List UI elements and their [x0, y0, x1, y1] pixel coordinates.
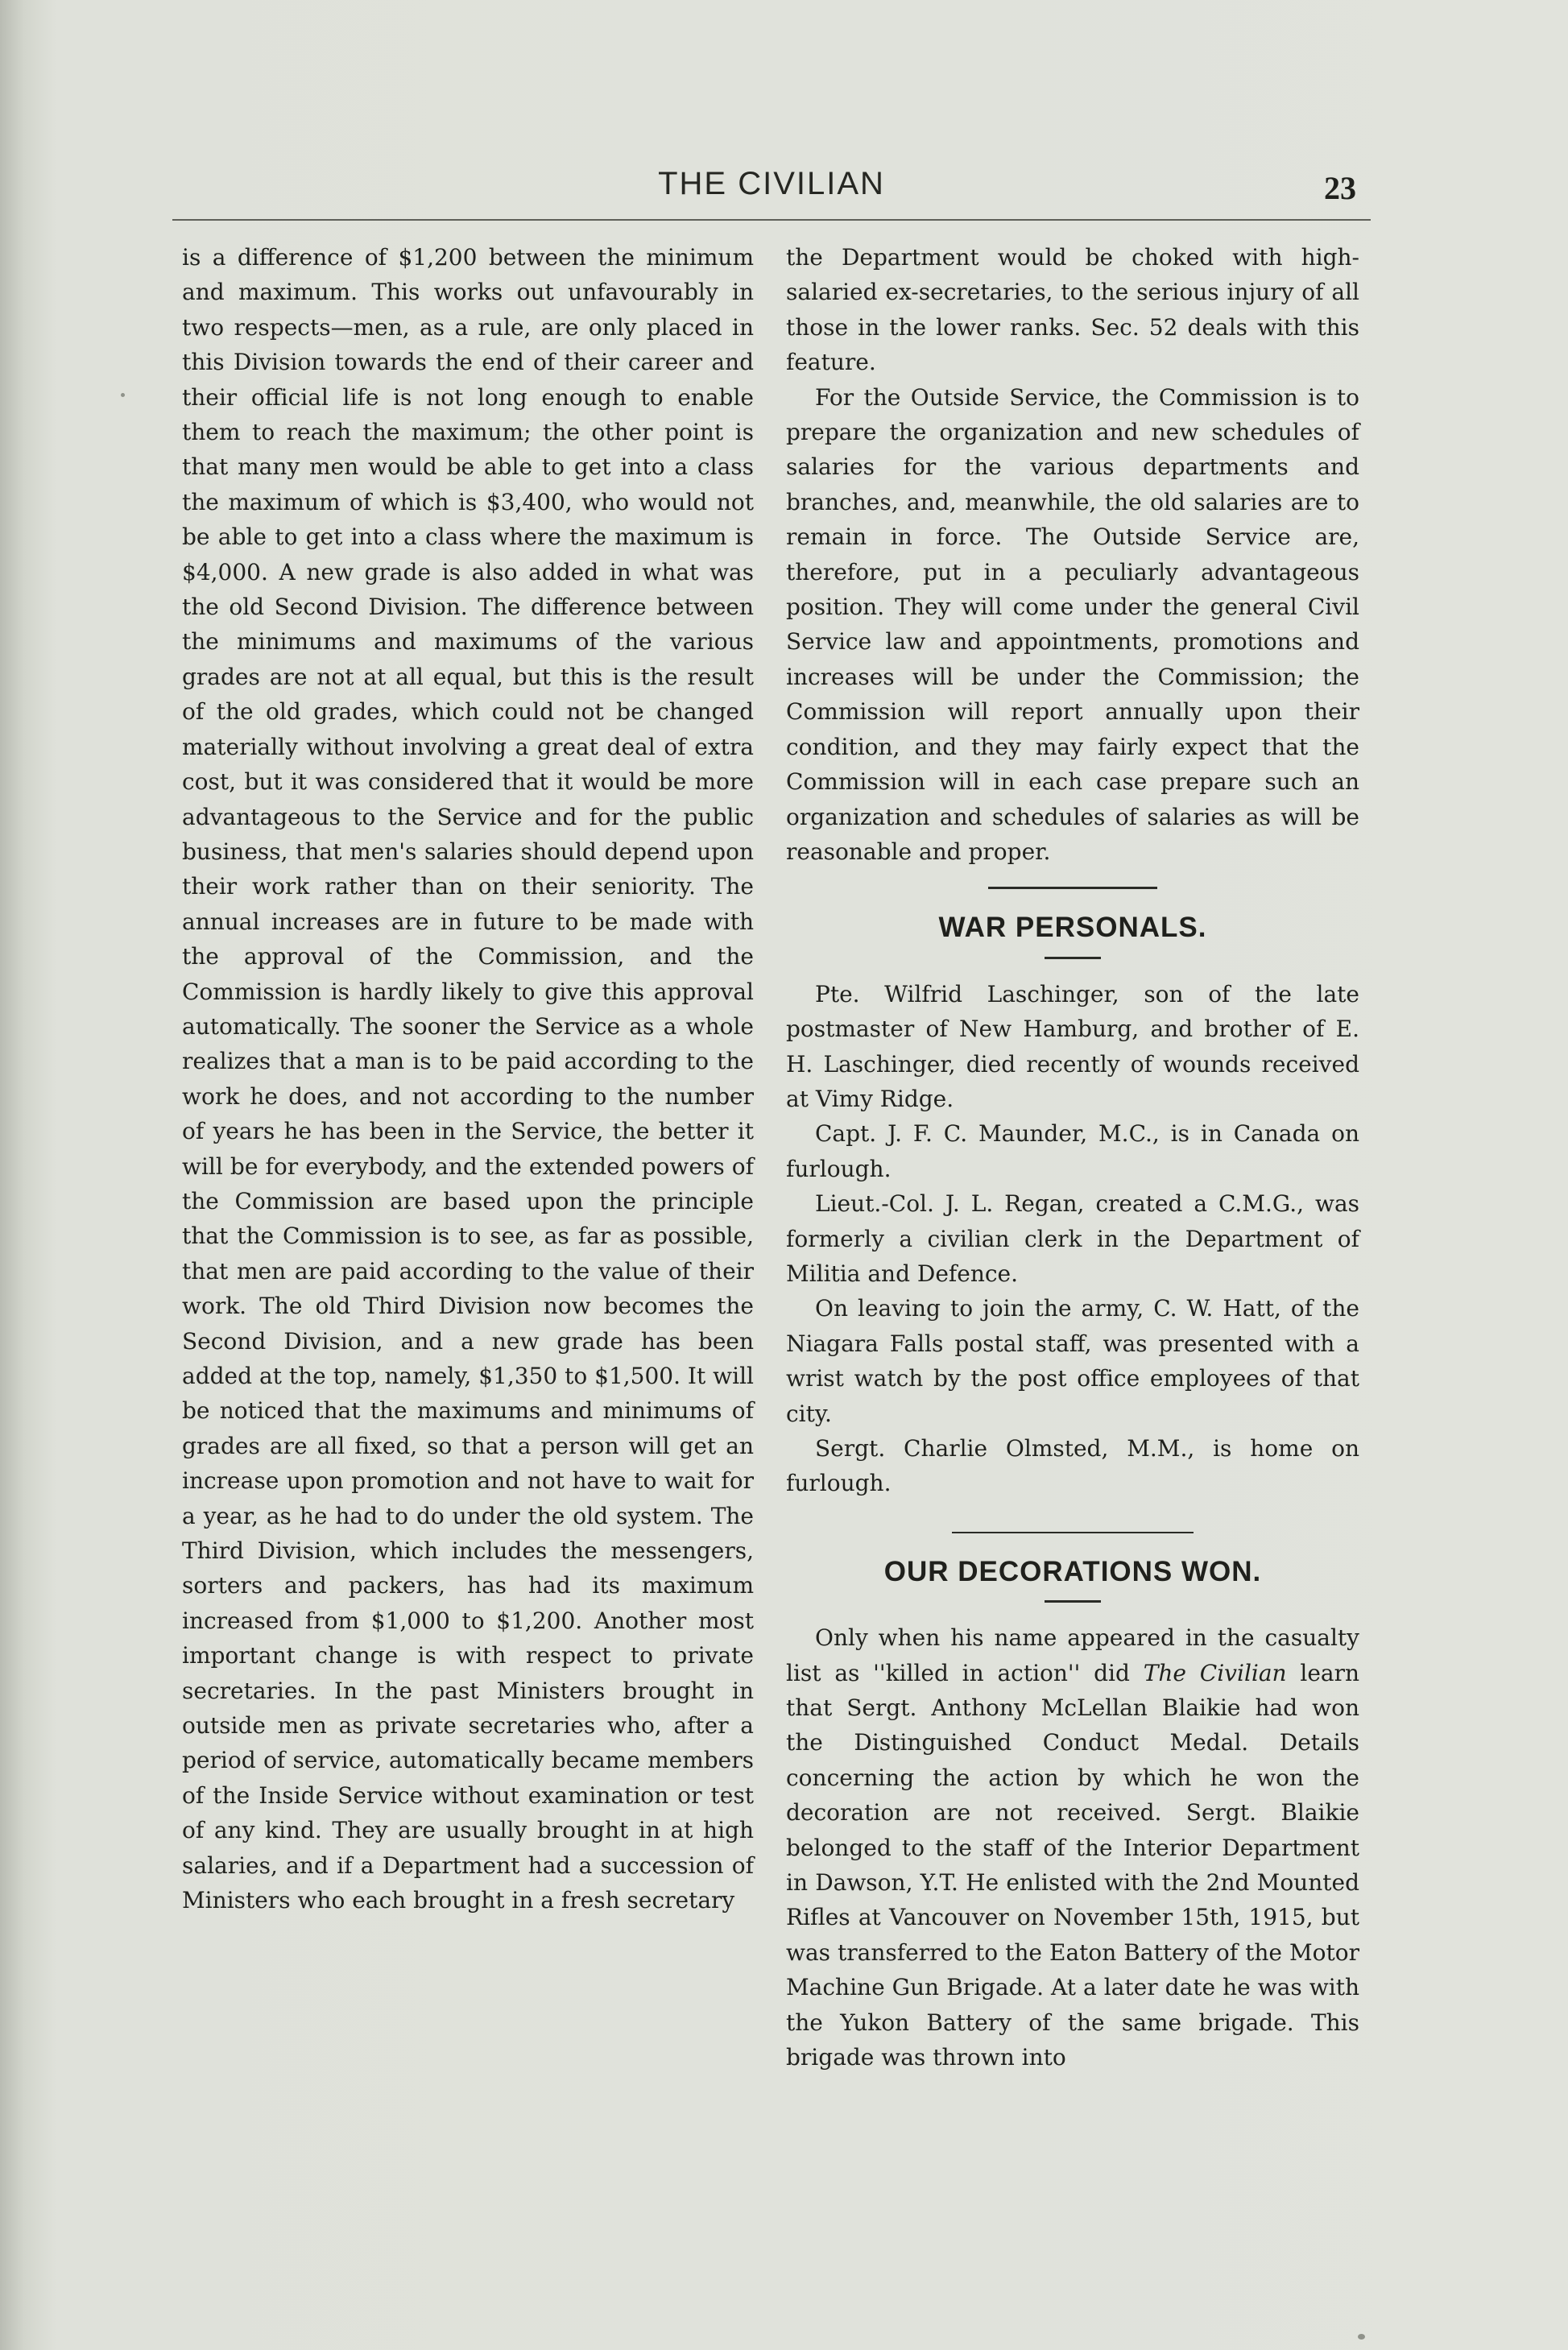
page-number: 23	[1324, 170, 1356, 206]
personal-item: Capt. J. F. C. Maunder, M.C., is in Canada on furlough.	[786, 1120, 1359, 1182]
personal-item: On leaving to join the army, C. W. Hatt, of the Niagara Falls postal staff, was presented with a wrist watch by the post office employees of that city.	[786, 1295, 1359, 1427]
paper-speck	[121, 393, 125, 397]
heading-underline	[1045, 957, 1101, 959]
decorations-text-end: learn that Sergt. Anthony McLellan Blaikie had won the Distinguished Conduct Medal. Details concerning the action by which he won the decoration are not received. Sergt. Blaikie belonged to the staff of the Interior Department in Dawson, Y.T. He enlisted with the 2nd Mounted Rifles at Vancouver on November 15th, 1915, but was transferred to the Eaton Battery of the Motor Machine Gun Brigade. At a later date he was with the Yukon Battery of the same brigade. This brigade was thrown into	[786, 1659, 1360, 2071]
decorations-text-start: Only when his name appeared in the casualty list as ''killed in action'' did	[786, 1624, 1359, 1686]
continuation-paragraph: the Department would be choked with high-salaried ex-secretaries, to the serious injury of all those in the lower ranks. Sec. 52 deals with this feature.	[786, 244, 1359, 376]
left-column	[182, 240, 754, 1918]
decorations-paragraph	[786, 1620, 1359, 2075]
page-header	[172, 166, 1371, 214]
outside-service-paragraph: For the Outside Service, the Commission is to prepare the organization and new schedules of salaries for the various departments and branches, and, meanwhile, the old salaries are to remain in force. The Outside Service are, therefore, put in a peculiarly advantageous position. They will come under the general Civil Service law and appointments, promotions and increases will be under the Commission; the Commission will report annually upon their condition, and they may fairly expect that the Commission will in each case prepare such an organization and schedules of salaries as will be reasonable and proper.	[786, 383, 1359, 865]
decorations-heading: OUR DECORATIONS WON.	[883, 1555, 1262, 1587]
paper-speck	[1358, 2334, 1365, 2340]
salary-grades-paragraph: is a difference of $1,200 between the minimum and maximum. This works out unfavourably in two respects—men, as a rule, are only placed in this Division towards the end of their career and their official life is not long enough to enable them to reach the maximum; the other point is that many men would be able to get into a class the maximum of which is $3,400, who would not be able to get into a class where the maximum is $4,000. A new grade is also added in what was the old Second Division. The difference between the minimums and maximums of the various grades are not at all equal, but this is the result of the old grades, which could not be changed materially without involving a great deal of extra cost, but it was considered that it would be more advantageous to the Service and for the public business, that men's salaries should depend upon their work rather than on their seniority. The annual increases are in future to be made with the approval of the Commission, and the Commission is hardly likely to give this approval automatically. The sooner the Service as a whole realizes that a man is to be paid according to the work he does, and not according to the number of years he has been in the Service, the better it will be for everybody, and the extended powers of the Commission are based upon the principle that the Commission is to see, as far as possible, that men are paid according to the value of their work. The old Third Division now becomes the Second Division, and a new grade has been added at the top, namely, $1,350 to $1,500. It will be noticed that the maximums and minimums of grades are all fixed, so that a person will get an increase upon promotion and not have to wait for a year, as he had to do under the old system. The Third Division, which includes the messengers, sorters and packers, has had its maximum increased from $1,000 to $1,200. Another most important change is with respect to private secretaries. In the past Ministers brought in outside men as private secretaries who, after a period of service, automatically became members of the Inside Service without examination or test of any kind. They are usually brought in at high salaries, and if a Department had a succession of Ministers who each brought in a fresh secretary	[182, 244, 754, 1914]
header-rule	[172, 219, 1371, 221]
personal-item: Sergt. Charlie Olmsted, M.M., is home on furlough.	[786, 1435, 1359, 1497]
war-personals-heading: WAR PERSONALS.	[938, 912, 1207, 944]
personal-item: Lieut.-Col. J. L. Regan, created a C.M.G., was formerly a civilian clerk in the Department of Militia and Defence.	[786, 1190, 1359, 1287]
personal-item: Pte. Wilfrid Laschinger, son of the late postmaster of New Hamburg, and brother of E. H. Laschinger, died recently of wounds received at Vimy Ridge.	[786, 980, 1359, 1112]
heading-underline	[1045, 1600, 1101, 1603]
right-column	[786, 240, 1359, 2075]
section-divider	[952, 1532, 1194, 1533]
running-title: THE CIVILIAN	[658, 166, 885, 201]
publication-title: The Civilian	[1143, 1659, 1287, 1686]
section-divider	[988, 887, 1157, 889]
